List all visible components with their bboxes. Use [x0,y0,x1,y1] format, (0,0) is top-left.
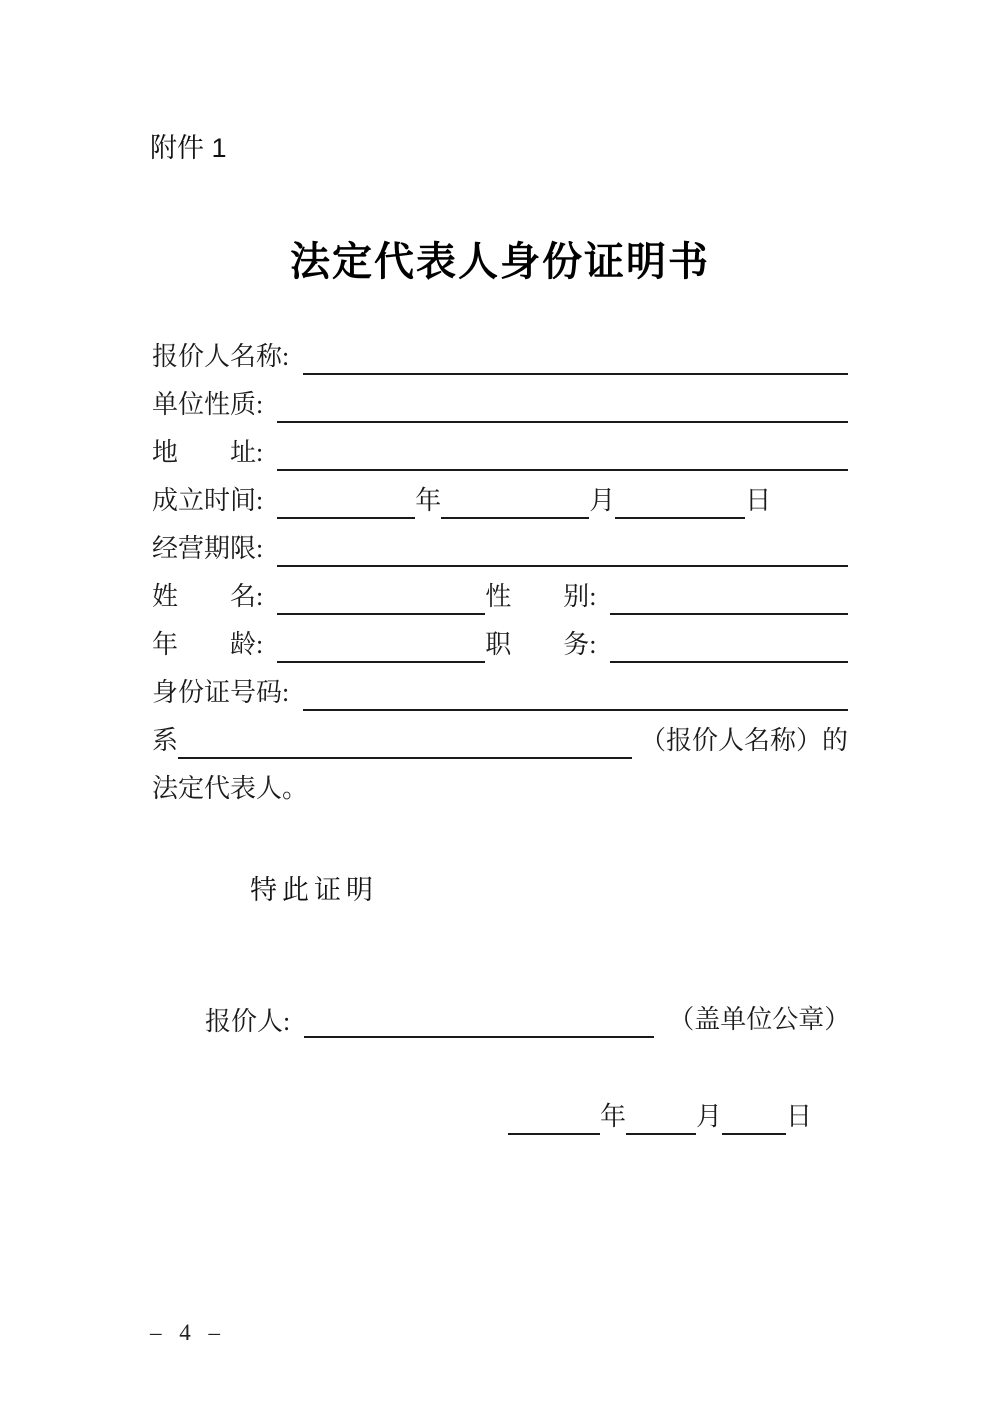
form-row-quoter-name [152,327,848,375]
date-month-suffix: 月 [696,1102,723,1131]
date-year-suffix: 年 [600,1102,627,1131]
name-label: 姓 名: [152,582,264,611]
business-term-label: 经营期限: [152,534,264,563]
business-term-blank [277,565,848,567]
form-row-statement-continuation [152,759,848,807]
day-suffix: 日 [745,486,772,515]
month-suffix: 月 [589,486,616,515]
quoter-name-blank [303,373,848,375]
date-row [508,1089,812,1135]
form-fields [152,327,848,807]
statement-blank [178,757,632,759]
establish-day-blank [615,517,745,519]
form-row-id-number [152,663,848,711]
age-label: 年 龄: [152,630,264,659]
unit-nature-blank [277,421,848,423]
gender-blank [610,613,848,615]
seal-note: （盖单位公章） [668,1005,851,1034]
statement-continuation: 法定代表人。 [152,774,309,803]
year-suffix: 年 [415,486,442,515]
statement-suffix: （报价人名称）的 [639,726,848,755]
position-blank [610,661,848,663]
date-day-suffix: 日 [786,1102,813,1131]
gender-label: 性 别: [485,582,597,611]
form-row-address [152,423,848,471]
date-year-blank [508,1133,600,1135]
signature-label: 报价人: [205,1007,291,1036]
position-label: 职 务: [485,630,597,659]
establish-date-label: 成立时间: [152,486,264,515]
attachment-label: 附件 1 [150,133,227,163]
establish-year-blank [277,517,415,519]
form-row-name-gender [152,567,848,615]
quoter-name-label: 报价人名称: [152,342,290,371]
id-number-label: 身份证号码: [152,678,290,707]
address-label: 地 址: [152,438,264,467]
signature-row [205,992,875,1038]
certify-text: 特此证明 [250,875,378,905]
name-blank [277,613,485,615]
form-row-statement [152,711,848,759]
form-row-unit-nature [152,375,848,423]
id-number-blank [303,709,848,711]
signature-blank [304,1036,654,1038]
date-month-blank [626,1133,696,1135]
form-row-establish-date [152,471,848,519]
address-blank [277,469,848,471]
document-title: 法定代表人身份证明书 [290,239,710,284]
establish-month-blank [441,517,589,519]
date-day-blank [722,1133,786,1135]
form-row-business-term [152,519,848,567]
statement-prefix: 系 [152,726,179,755]
unit-nature-label: 单位性质: [152,390,264,419]
form-row-age-position [152,615,848,663]
age-blank [277,661,485,663]
page-number: – 4 – [150,1320,226,1345]
